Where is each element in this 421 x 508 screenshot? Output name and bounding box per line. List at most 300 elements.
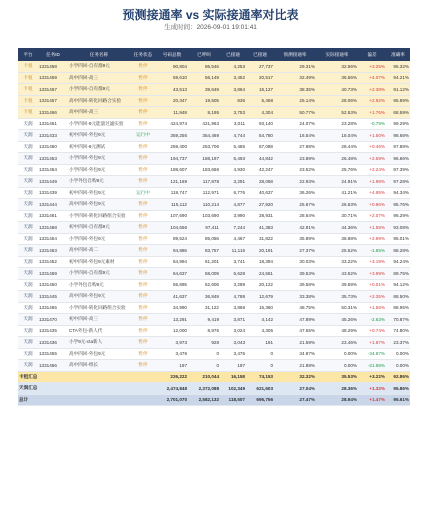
- page-title: 预测接通率 vs 实际接通率对比表: [122, 8, 299, 22]
- actual-rate-cell: 26.63%: [316, 199, 358, 211]
- called-cell: 928: [188, 337, 220, 349]
- column-header[interactable]: 任务ID: [38, 48, 68, 61]
- summary-cell: 95.86%: [386, 383, 410, 395]
- connected-cell: 6,776: [220, 187, 246, 199]
- column-header[interactable]: 偏差: [358, 48, 386, 61]
- called-cell: 421,963: [188, 118, 220, 130]
- called-cell: 183,666: [188, 164, 220, 176]
- connected-2-cell: 67,088: [246, 141, 274, 153]
- status-cell: 暂停: [130, 268, 156, 280]
- deviation-cell: +1.50%: [358, 130, 386, 142]
- status-cell: 暂停: [130, 107, 156, 119]
- summary-label: 总计: [18, 394, 156, 406]
- deviation-cell: +1.98%: [358, 176, 386, 188]
- table-row[interactable]: [18, 325, 410, 337]
- platform-cell: 卡租: [18, 84, 38, 96]
- table-row[interactable]: [18, 279, 410, 291]
- platform-cell: 天润: [18, 118, 38, 130]
- table-row[interactable]: [18, 187, 410, 199]
- accuracy-cell: 88.50%: [386, 291, 410, 303]
- predicted-rate-cell: 39.58%: [274, 279, 316, 291]
- summary-cell: 27.04%: [274, 383, 316, 395]
- connected-2-cell: 54,780: [246, 130, 274, 142]
- table-row[interactable]: [18, 210, 410, 222]
- total-count-cell: 188,607: [156, 164, 188, 176]
- actual-rate-cell: 35.73%: [316, 291, 358, 303]
- predicted-rate-cell: 25.67%: [274, 199, 316, 211]
- accuracy-cell: 96.66%: [386, 153, 410, 165]
- actual-rate-cell: 28.44%: [316, 141, 358, 153]
- connected-2-cell: 4,142: [246, 314, 274, 326]
- accuracy-cell: 97.88%: [386, 141, 410, 153]
- task-name-cell: 小学四回-自有群9元: [68, 84, 130, 96]
- connected-cell: 3,452: [220, 72, 246, 84]
- status-cell: 暂停: [130, 95, 156, 107]
- predicted-rate-cell: 27.37%: [274, 245, 316, 257]
- task-id-cell: 1331439: [38, 187, 68, 199]
- accuracy-cell: 74.80%: [386, 325, 410, 337]
- task-id-cell: 1331459: [38, 72, 68, 84]
- connected-cell: 3,291: [220, 176, 246, 188]
- task-id-cell: 1331435: [38, 325, 68, 337]
- task-name-cell: 高中四回-高三: [68, 72, 130, 84]
- called-cell: 58,009: [188, 268, 220, 280]
- predicted-rate-cell: 21.59%: [274, 337, 316, 349]
- total-count-cell: 194,737: [156, 153, 188, 165]
- deviation-cell: +0.01%: [358, 279, 386, 291]
- table-row[interactable]: [18, 256, 410, 268]
- status-cell: 暂停: [130, 153, 156, 165]
- predicted-rate-cell: 38.35%: [274, 84, 316, 96]
- summary-cell: 32.32%: [274, 371, 316, 383]
- deviation-cell: -2.63%: [358, 314, 386, 326]
- column-header[interactable]: 平台: [18, 48, 38, 61]
- status-cell: 暂停: [130, 61, 156, 72]
- table-row[interactable]: [18, 176, 410, 188]
- task-name-cell: 高中四回-外包9元: [68, 291, 130, 303]
- platform-cell: 天润: [18, 291, 38, 303]
- table-row[interactable]: [18, 360, 410, 372]
- summary-label: 天润汇总: [18, 383, 156, 395]
- total-count-cell: 64,994: [156, 256, 188, 268]
- platform-cell: 天润: [18, 360, 38, 372]
- platform-cell: 天润: [18, 348, 38, 360]
- task-name-cell: 小学外包自购9元: [68, 176, 130, 188]
- connected-cell: 4,877: [220, 199, 246, 211]
- status-cell: 暂停: [130, 314, 156, 326]
- task-id-cell: 1331445: [38, 291, 68, 303]
- status-cell: 暂停: [130, 72, 156, 84]
- task-id-cell: 1331465: [38, 302, 68, 314]
- connected-cell: 836: [220, 95, 246, 107]
- task-name-cell: 初中四回-外包9元: [68, 187, 130, 199]
- summary-cell: 28.36%: [316, 383, 358, 395]
- actual-rate-cell: 32.56%: [316, 61, 358, 72]
- status-cell: 暂停: [130, 141, 156, 153]
- status-cell: 暂停: [130, 256, 156, 268]
- called-cell: 31,122: [188, 302, 220, 314]
- task-name-cell: 小学外包自购9元: [68, 279, 130, 291]
- task-name-cell: 高中四回-组长: [68, 360, 130, 372]
- connected-2-cell: 16,127: [246, 84, 274, 96]
- total-count-cell: 104,656: [156, 222, 188, 234]
- predicted-rate-cell: 21.88%: [274, 360, 316, 372]
- task-name-cell: 小学四回-外包9元: [68, 233, 130, 245]
- connected-2-cell: 31,822: [246, 233, 274, 245]
- connected-cell: 4,467: [220, 233, 246, 245]
- predicted-rate-cell: 24.07%: [274, 118, 316, 130]
- actual-rate-cell: 39.59%: [316, 279, 358, 291]
- total-count-cell: 424,974: [156, 118, 188, 130]
- accuracy-cell: 97.28%: [386, 176, 410, 188]
- predicted-rate-cell: 23.89%: [274, 153, 316, 165]
- summary-cell: 118,507: [220, 394, 246, 406]
- predicted-rate-cell: 25.14%: [274, 95, 316, 107]
- table-row[interactable]: [18, 164, 410, 176]
- table-row[interactable]: [18, 153, 410, 165]
- connected-cell: 4,930: [220, 164, 246, 176]
- connected-cell: 5,485: [220, 141, 246, 153]
- table-row[interactable]: [18, 95, 410, 107]
- predicted-rate-cell: 16.54%: [274, 130, 316, 142]
- connected-2-cell: 93,140: [246, 118, 274, 130]
- actual-rate-cell: 52.53%: [316, 107, 358, 119]
- called-cell: 117,878: [188, 176, 220, 188]
- task-name-cell: 初中四回-9元测试: [68, 141, 130, 153]
- connected-cell: 3,753: [220, 107, 246, 119]
- table-row[interactable]: [18, 61, 410, 72]
- deviation-cell: +2.92%: [358, 95, 386, 107]
- table-row[interactable]: [18, 72, 410, 84]
- column-header[interactable]: 已呼叫: [188, 48, 220, 61]
- status-cell: 暂停: [130, 348, 156, 360]
- task-id-cell: 1331467: [38, 84, 68, 96]
- platform-cell: 天润: [18, 176, 38, 188]
- platform-cell: 天润: [18, 141, 38, 153]
- connected-cell: 3,871: [220, 314, 246, 326]
- column-header[interactable]: 已接通: [220, 48, 246, 61]
- summary-cell: 16,158: [220, 371, 246, 383]
- task-name-cell: 小学四回-转化回路组合实验: [68, 302, 130, 314]
- called-cell: 56,149: [188, 72, 220, 84]
- platform-cell: 天润: [18, 130, 38, 142]
- actual-rate-cell: 40.73%: [316, 84, 358, 96]
- connected-cell: 4,788: [220, 291, 246, 303]
- accuracy-cell: 0.00%: [386, 360, 410, 372]
- status-cell: 运行中: [130, 130, 156, 142]
- table-row[interactable]: [18, 268, 410, 280]
- predicted-rate-cell: 47.55%: [274, 325, 316, 337]
- called-cell: 354,469: [188, 130, 220, 142]
- connected-cell: 3,043: [220, 337, 246, 349]
- called-cell: 97,411: [188, 222, 220, 234]
- total-count-cell: 94,886: [156, 245, 188, 257]
- task-id-cell: 1331470: [38, 314, 68, 326]
- actual-rate-cell: 0.00%: [316, 348, 358, 360]
- status-cell: 暂停: [130, 176, 156, 188]
- table-header-row: [18, 48, 410, 61]
- called-cell: 39,649: [188, 84, 220, 96]
- accuracy-cell: 99.29%: [386, 118, 410, 130]
- total-count-cell: 41,637: [156, 291, 188, 303]
- summary-label: 卡租汇总: [18, 371, 156, 383]
- summary-cell: 74,153: [246, 371, 274, 383]
- deviation-cell: +1.56%: [358, 302, 386, 314]
- accuracy-cell: 93.08%: [386, 222, 410, 234]
- accuracy-cell: 95.32%: [386, 61, 410, 72]
- connected-2-cell: 28,068: [246, 176, 274, 188]
- total-count-cell: 90,804: [156, 61, 188, 72]
- table-row[interactable]: [18, 314, 410, 326]
- total-count-cell: 55,895: [156, 279, 188, 291]
- comparison-table-container: [18, 48, 410, 406]
- called-cell: 83,757: [188, 245, 220, 257]
- task-name-cell: 高中四回-高三: [68, 107, 130, 119]
- platform-cell: 卡租: [18, 61, 38, 72]
- total-count-cell: 64,637: [156, 268, 188, 280]
- platform-cell: 卡租: [18, 107, 38, 119]
- called-cell: 0: [188, 348, 220, 360]
- column-header[interactable]: 已接通: [246, 48, 274, 61]
- status-cell: 暂停: [130, 233, 156, 245]
- total-count-cell: 34,990: [156, 302, 188, 314]
- actual-rate-cell: 25.52%: [316, 245, 358, 257]
- connected-2-cell: 12,679: [246, 291, 274, 303]
- column-header[interactable]: 准确率: [386, 48, 410, 61]
- deviation-cell: +3.25%: [358, 61, 386, 72]
- task-id-cell: 1331463: [38, 245, 68, 257]
- column-header[interactable]: 任务状态: [130, 48, 156, 61]
- status-cell: 暂停: [130, 199, 156, 211]
- actual-rate-cell: 0.00%: [316, 360, 358, 372]
- called-cell: 112,971: [188, 187, 220, 199]
- summary-cell: 695,756: [246, 394, 274, 406]
- deviation-cell: +3.99%: [358, 268, 386, 280]
- platform-cell: 天润: [18, 187, 38, 199]
- accuracy-cell: 94.21%: [386, 72, 410, 84]
- status-cell: 暂停: [130, 360, 156, 372]
- summary-cell: 2,582,132: [188, 394, 220, 406]
- connected-2-cell: 18,394: [246, 256, 274, 268]
- task-id-cell: 1331461: [38, 118, 68, 130]
- table-row[interactable]: [18, 245, 410, 257]
- status-cell: 暂停: [130, 164, 156, 176]
- task-id-cell: 1331452: [38, 256, 68, 268]
- connected-2-cell: 4,304: [246, 107, 274, 119]
- table-row[interactable]: [18, 107, 410, 119]
- total-count-cell: 43,513: [156, 84, 188, 96]
- platform-cell: 天润: [18, 153, 38, 165]
- status-cell: 暂停: [130, 118, 156, 130]
- actual-rate-cell: 30.71%: [316, 210, 358, 222]
- predicted-rate-cell: 39.53%: [274, 268, 316, 280]
- status-cell: 暂停: [130, 325, 156, 337]
- connected-cell: 3,990: [220, 210, 246, 222]
- status-cell: 暂停: [130, 279, 156, 291]
- deviation-cell: -21.88%: [358, 360, 386, 372]
- column-header[interactable]: 号码总数: [156, 48, 188, 61]
- table-row[interactable]: [18, 222, 410, 234]
- accuracy-cell: 91.12%: [386, 84, 410, 96]
- platform-cell: 天润: [18, 210, 38, 222]
- accuracy-cell: 95.01%: [386, 233, 410, 245]
- table-row[interactable]: [18, 348, 410, 360]
- summary-row: [18, 371, 410, 383]
- total-count-cell: 107,690: [156, 210, 188, 222]
- task-name-cell: 初中四回-自有群9元: [68, 222, 130, 234]
- connected-cell: 4,744: [220, 130, 246, 142]
- accuracy-cell: 96.29%: [386, 210, 410, 222]
- task-name-cell: 小学四回-外包9元: [68, 153, 130, 165]
- accuracy-cell: 89.75%: [386, 268, 410, 280]
- task-name-cell: 小学四回-9元能量过滤实验: [68, 118, 130, 130]
- summary-cell: 28.94%: [316, 394, 358, 406]
- table-row[interactable]: [18, 199, 410, 211]
- called-cell: 36,849: [188, 291, 220, 303]
- connected-cell: 4,253: [220, 61, 246, 72]
- column-header[interactable]: 任务名称: [68, 48, 130, 61]
- connected-2-cell: 5,468: [246, 95, 274, 107]
- accuracy-cell: 94.12%: [386, 279, 410, 291]
- connected-2-cell: 20,122: [246, 279, 274, 291]
- task-id-cell: 1331453: [38, 153, 68, 165]
- deviation-cell: +1.76%: [358, 107, 386, 119]
- connected-2-cell: 41,383: [246, 222, 274, 234]
- summary-cell: 226,222: [156, 371, 188, 383]
- connected-2-cell: 27,737: [246, 61, 274, 72]
- called-cell: 61,201: [188, 256, 220, 268]
- task-name-cell: 高中四回-高二: [68, 245, 130, 257]
- total-count-cell: 121,169: [156, 176, 188, 188]
- table-row[interactable]: [18, 233, 410, 245]
- accuracy-cell: 95.89%: [386, 95, 410, 107]
- deviation-cell: +2.38%: [358, 84, 386, 96]
- column-header[interactable]: 实际接通率: [316, 48, 358, 61]
- comparison-table: [18, 48, 410, 406]
- table-row[interactable]: [18, 141, 410, 153]
- predicted-rate-cell: 47.89%: [274, 314, 316, 326]
- total-count-cell: 115,112: [156, 199, 188, 211]
- actual-rate-cell: 50.31%: [316, 302, 358, 314]
- table-row[interactable]: [18, 130, 410, 142]
- actual-rate-cell: 48.29%: [316, 325, 358, 337]
- task-id-cell: 1331464: [38, 164, 68, 176]
- connected-cell: 6,493: [220, 153, 246, 165]
- called-cell: 86,546: [188, 61, 220, 72]
- table-row[interactable]: [18, 302, 410, 314]
- platform-cell: 天润: [18, 199, 38, 211]
- summary-cell: 621,603: [246, 383, 274, 395]
- accuracy-cell: 23.37%: [386, 337, 410, 349]
- predicted-rate-cell: 29.31%: [274, 61, 316, 72]
- called-cell: 253,706: [188, 141, 220, 153]
- page-subtitle: 生成时间：2026-09-01 19:01:41: [164, 24, 257, 31]
- status-cell: 暂停: [130, 337, 156, 349]
- platform-cell: 天润: [18, 222, 38, 234]
- deviation-cell: +4.95%: [358, 187, 386, 199]
- connected-2-cell: 27,920: [246, 199, 274, 211]
- actual-rate-cell: 43.52%: [316, 268, 358, 280]
- platform-cell: 天润: [18, 337, 38, 349]
- connected-2-cell: 15,360: [246, 302, 274, 314]
- summary-cell: 27.47%: [274, 394, 316, 406]
- task-name-cell: 高中四回-外包9元: [68, 348, 130, 360]
- deviation-cell: -0.79%: [358, 118, 386, 130]
- platform-cell: 天润: [18, 302, 38, 314]
- task-name-cell: CTA外包-新人代: [68, 325, 130, 337]
- called-cell: 110,214: [188, 199, 220, 211]
- deviation-cell: -34.87%: [358, 348, 386, 360]
- task-id-cell: 1331436: [38, 337, 68, 349]
- connected-2-cell: 20,517: [246, 72, 274, 84]
- summary-cell: 92.86%: [386, 371, 410, 383]
- called-cell: 85,056: [188, 233, 220, 245]
- column-header[interactable]: 预测接通率: [274, 48, 316, 61]
- connected-2-cell: 0: [246, 348, 274, 360]
- deviation-cell: +2.07%: [358, 210, 386, 222]
- status-cell: 暂停: [130, 245, 156, 257]
- actual-rate-cell: 24.91%: [316, 176, 358, 188]
- platform-cell: 天润: [18, 314, 38, 326]
- total-count-cell: 197: [156, 360, 188, 372]
- actual-rate-cell: 25.76%: [316, 164, 358, 176]
- table-row[interactable]: [18, 291, 410, 303]
- task-id-cell: 1331455: [38, 348, 68, 360]
- accuracy-cell: 88.28%: [386, 245, 410, 257]
- total-count-cell: 20,347: [156, 95, 188, 107]
- called-cell: 8,195: [188, 107, 220, 119]
- task-id-cell: 1331457: [38, 95, 68, 107]
- connected-cell: 3,868: [220, 302, 246, 314]
- predicted-rate-cell: 48.75%: [274, 302, 316, 314]
- actual-rate-cell: 23.28%: [316, 118, 358, 130]
- task-name-cell: 初中四回-外包9元: [68, 130, 130, 142]
- table-body: [18, 61, 410, 406]
- predicted-rate-cell: 30.03%: [274, 256, 316, 268]
- task-name-cell: 小学四回-自有群9元: [68, 61, 130, 72]
- predicted-rate-cell: 33.38%: [274, 291, 316, 303]
- connected-cell: 7,244: [220, 222, 246, 234]
- deviation-cell: -1.85%: [358, 245, 386, 257]
- summary-cell: +1.32%: [358, 383, 386, 395]
- platform-cell: 天润: [18, 245, 38, 257]
- predicted-rate-cell: 36.26%: [274, 187, 316, 199]
- accuracy-cell: 0.00%: [386, 348, 410, 360]
- deviation-cell: +2.35%: [358, 291, 386, 303]
- called-cell: 188,197: [188, 153, 220, 165]
- accuracy-cell: 94.34%: [386, 187, 410, 199]
- accuracy-cell: 95.76%: [386, 199, 410, 211]
- task-name-cell: 小学9元-cta新人: [68, 337, 130, 349]
- called-cell: 103,690: [188, 210, 220, 222]
- connected-2-cell: 28,931: [246, 210, 274, 222]
- table-row[interactable]: [18, 337, 410, 349]
- total-count-cell: 59,610: [156, 72, 188, 84]
- platform-cell: 天润: [18, 164, 38, 176]
- connected-2-cell: 40,637: [246, 187, 274, 199]
- actual-rate-cell: 23.46%: [316, 337, 358, 349]
- table-row[interactable]: [18, 84, 410, 96]
- connected-2-cell: 44,842: [246, 153, 274, 165]
- summary-row: [18, 383, 410, 395]
- accuracy-cell: 97.39%: [386, 164, 410, 176]
- called-cell: 0: [188, 360, 220, 372]
- task-id-cell: 1331433: [38, 130, 68, 142]
- table-row[interactable]: [18, 118, 410, 130]
- platform-cell: 天润: [18, 268, 38, 280]
- accuracy-cell: 68.59%: [386, 107, 410, 119]
- called-cell: 19,505: [188, 95, 220, 107]
